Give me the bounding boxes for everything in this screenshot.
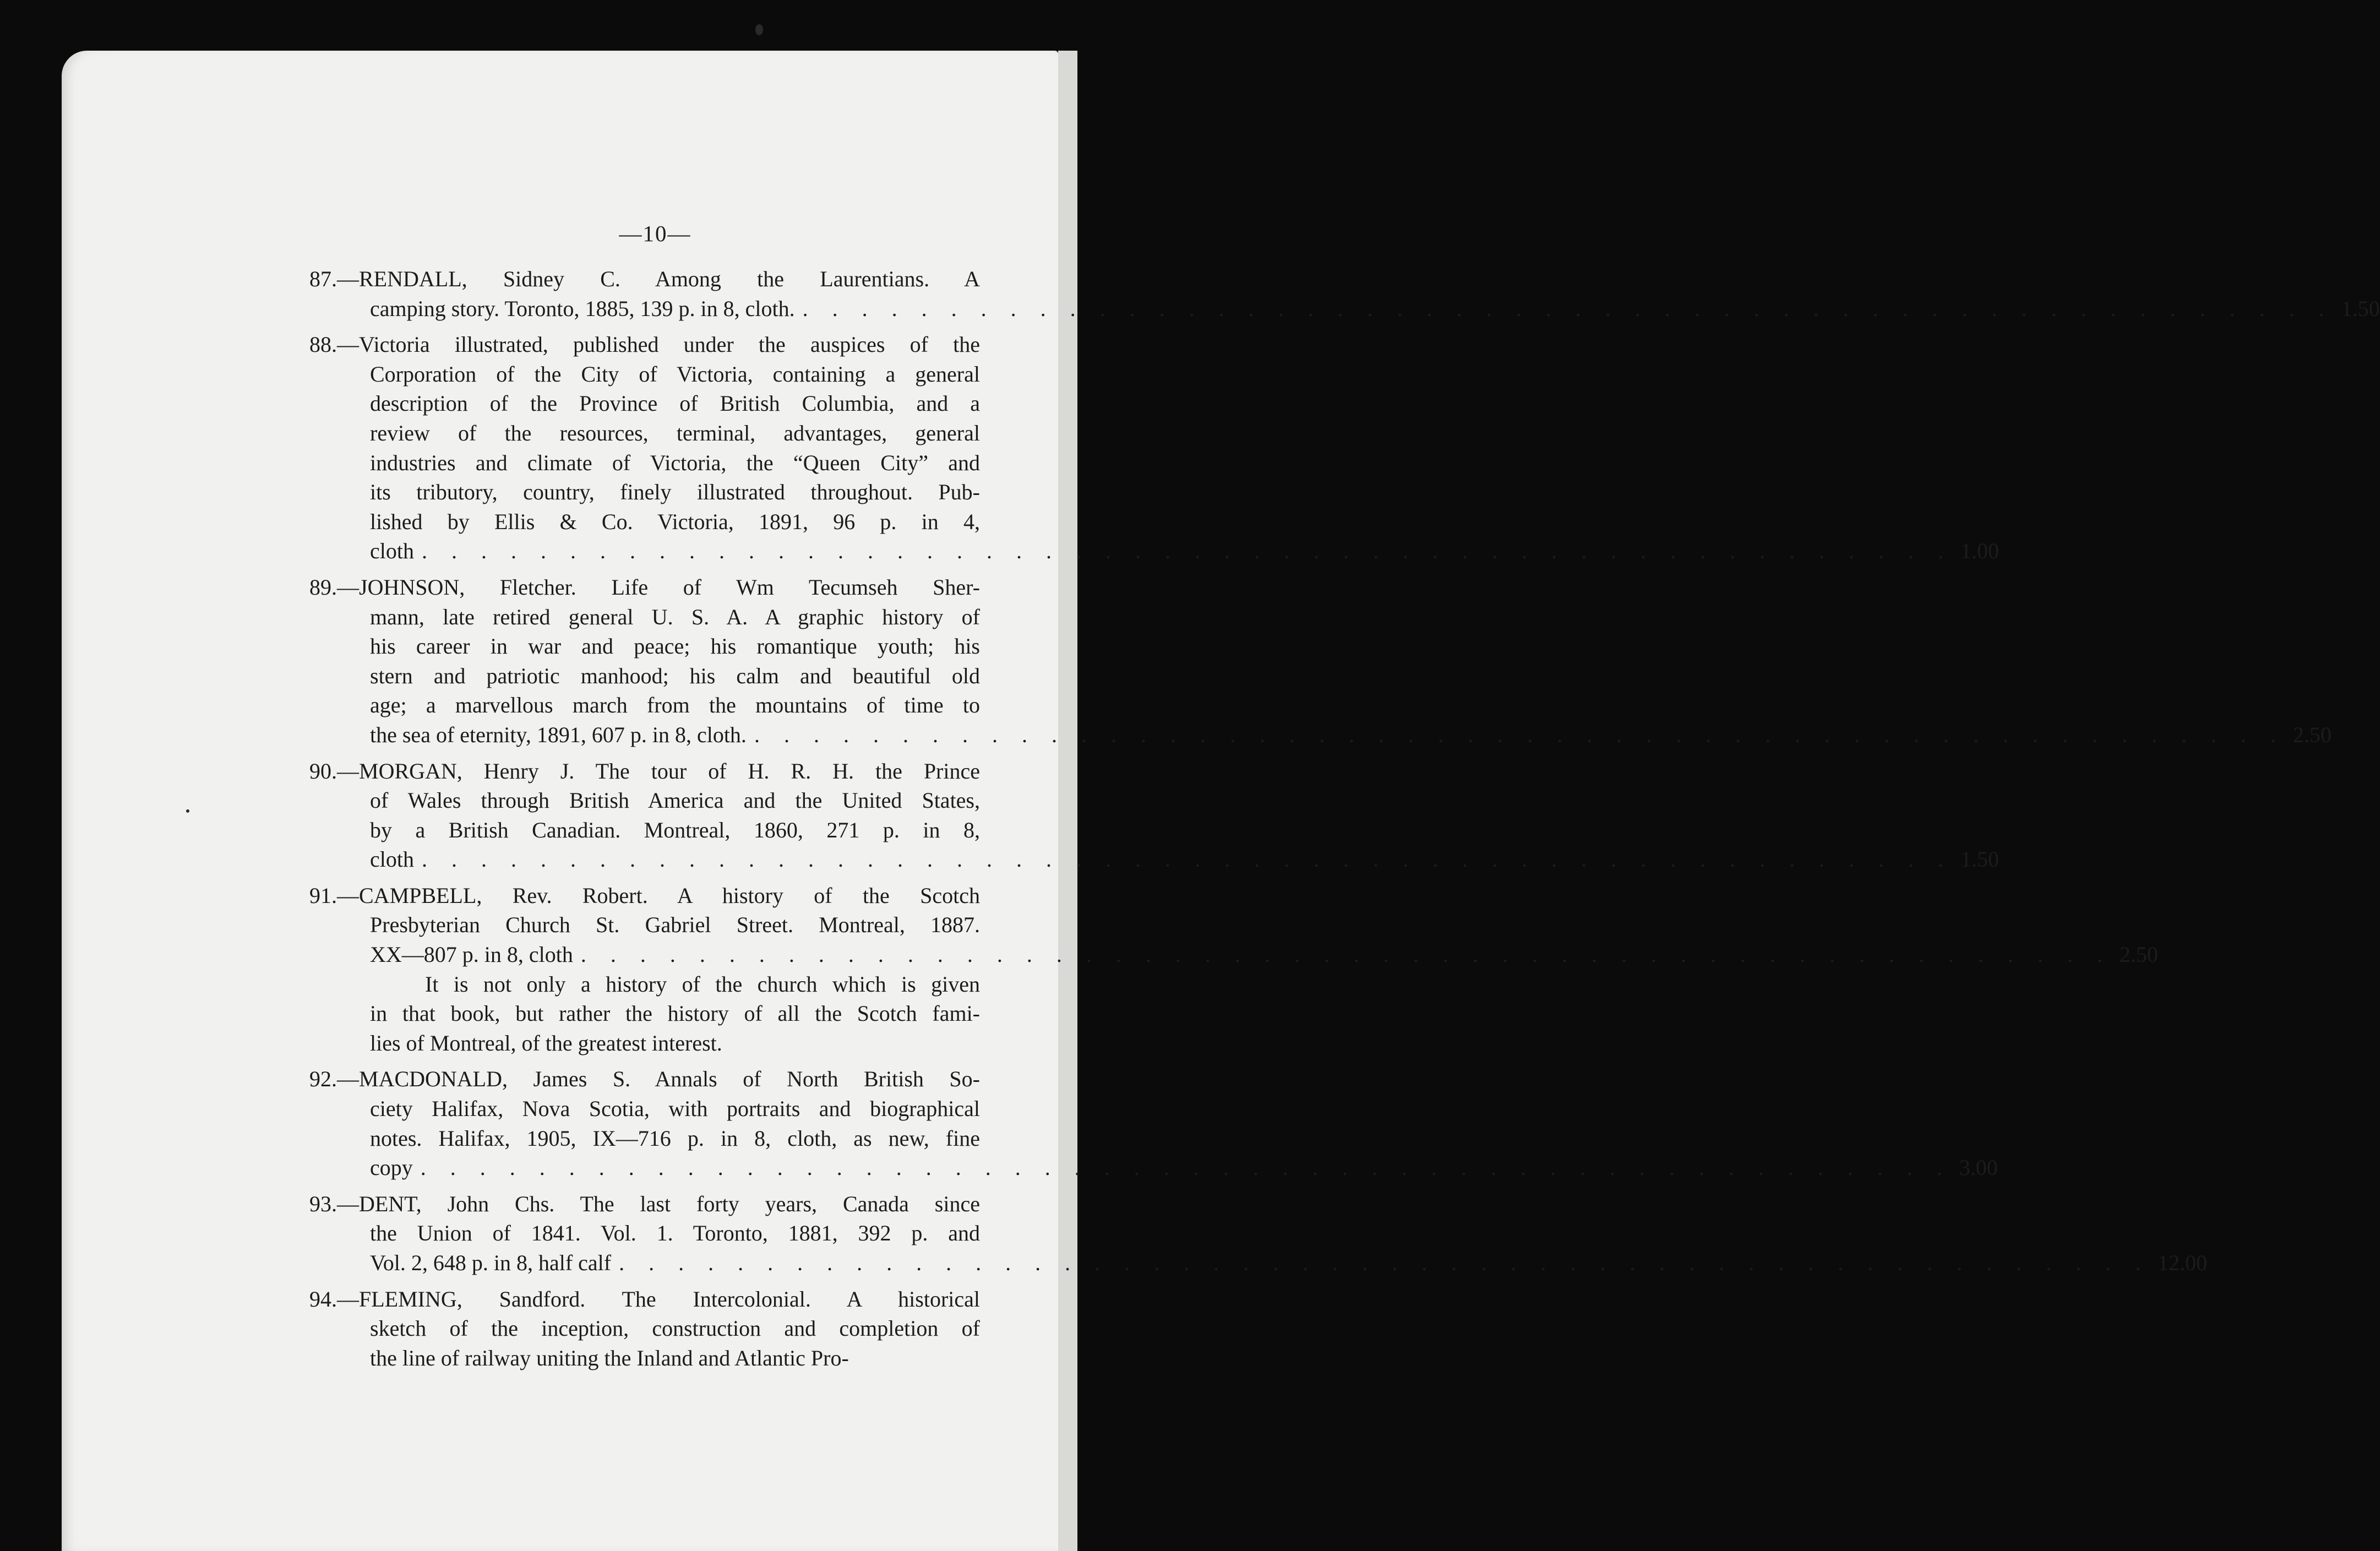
- entry-line: 90.—MORGAN, Henry J. The tour of H. R. H. the Prince: [309, 758, 980, 783]
- entry-line: Presbyterian Church St. Gabriel Street. Montreal, 1887.: [370, 912, 980, 938]
- catalogue-entry-91: [309, 881, 2158, 1058]
- note-line: It is not only a history of the church which is given: [425, 971, 980, 997]
- entry-line: ciety Halifax, Nova Scotia, with portraits and biographical: [370, 1096, 980, 1122]
- catalogue-entry-90: [309, 757, 1999, 874]
- entry-line: 93.—DENT, John Chs. The last forty years, Canada since: [309, 1191, 980, 1216]
- entry-price-line: [309, 720, 2332, 750]
- entry-note: [309, 970, 980, 1058]
- dot-leader: . . . . . . . . . . . . . . . . . . . . . . . . . . . . . . . . . . . . . . . . . . . . . . . . . . . .: [421, 538, 1953, 564]
- entry-last-text: XX—807 p. in 8, cloth: [370, 942, 573, 967]
- page-number: —10—: [619, 221, 691, 246]
- entry-line: review of the resources, terminal, advantages, general: [370, 420, 980, 445]
- entry-line: of Wales through British America and the United States,: [370, 788, 980, 813]
- entry-line: 88.—Victoria illustrated, published under the auspices of the: [309, 332, 980, 357]
- entry-line: Corporation of the City of Victoria, containing a general: [370, 361, 980, 387]
- entry-line: sketch of the inception, construction and completion of: [370, 1316, 980, 1341]
- entry-line: his career in war and peace; his romantique youth; his: [370, 634, 980, 659]
- entry-price-line: [309, 1248, 2208, 1278]
- entry-price-line: [309, 536, 1999, 566]
- entry-line: 92.—MACDONALD, James S. Annals of North British So-: [309, 1066, 980, 1092]
- scan-speck: [755, 24, 763, 35]
- entry-line: mann, late retired general U. S. A. A graphic history of: [370, 604, 980, 629]
- catalogue-entry-87: [309, 264, 2380, 323]
- entry-line: 94.—FLEMING, Sandford. The Intercolonial. A historical: [309, 1286, 980, 1311]
- entry-line: by a British Canadian. Montreal, 1860, 271 p. in 8,: [370, 817, 980, 842]
- entry-price-line: [309, 940, 2158, 970]
- dot-leader: . . . . . . . . . . . . . . . . . . . . . . . . . . . . . . . . . . . . . . . . . . . . . . . . . . . .: [420, 1155, 1952, 1180]
- entry-line: age; a marvellous march from the mountains of time to: [370, 693, 980, 718]
- entry-line: 89.—JOHNSON, Fletcher. Life of Wm Tecumseh Sher-: [309, 574, 980, 600]
- entry-last-text: camping story. Toronto, 1885, 139 p. in 8, cloth.: [370, 296, 795, 321]
- catalogue-entries: [309, 264, 2380, 1379]
- entry-price-line: [309, 845, 1999, 874]
- scan-speck: [186, 809, 189, 813]
- entry-line: notes. Halifax, 1905, IX—716 p. in 8, cloth, as new, fine: [370, 1125, 980, 1151]
- entry-price: 1.00: [1960, 538, 1999, 564]
- entry-last-text: copy: [370, 1155, 413, 1180]
- note-line: in that book, but rather the history of all the Scotch fami-: [370, 1001, 980, 1026]
- catalogue-entry-92: [309, 1064, 1998, 1182]
- entry-last-text: cloth: [370, 538, 414, 564]
- catalogue-entry-93: [309, 1189, 2208, 1278]
- dot-leader: . . . . . . . . . . . . . . . . . . . . . . . . . . . . . . . . . . . . . . . . . . . . . . . . . . . .: [754, 722, 2285, 747]
- entry-line: 87.—RENDALL, Sidney C. Among the Laurentians. A: [309, 266, 980, 291]
- entry-line: lished by Ellis & Co. Victoria, 1891, 96 p. in 4,: [370, 509, 980, 534]
- entry-line: the Union of 1841. Vol. 1. Toronto, 1881, 392 p. and: [370, 1221, 980, 1246]
- dot-leader: . . . . . . . . . . . . . . . . . . . . . . . . . . . . . . . . . . . . . . . . . . . . . . . . . . . .: [619, 1250, 2150, 1275]
- entry-price: 1.50: [2341, 296, 2380, 321]
- entry-price: 2.50: [2292, 722, 2332, 747]
- entry-price: 2.50: [2119, 942, 2158, 967]
- entry-last-text: cloth: [370, 847, 414, 872]
- entry-price-line: [309, 1153, 1998, 1183]
- catalogue-entry-88: [309, 330, 1999, 566]
- entry-line: its tributory, country, finely illustrated throughout. Pub-: [370, 480, 980, 505]
- entry-line: the line of railway uniting the Inland and Atlantic Pro-: [370, 1345, 849, 1370]
- scan-edge: [1058, 51, 1077, 1551]
- dot-leader: . . . . . . . . . . . . . . . . . . . . . . . . . . . . . . . . . . . . . . . . . . . . . . . . . . . .: [802, 296, 2334, 321]
- entry-price: 1.50: [1960, 847, 1999, 872]
- entry-line: description of the Province of British Columbia, and a: [370, 391, 980, 416]
- entry-last-text: Vol. 2, 648 p. in 8, half calf: [370, 1250, 612, 1275]
- catalogue-entry-89: [309, 573, 2332, 750]
- entry-line: industries and climate of Victoria, the “Queen City” and: [370, 450, 980, 475]
- entry-price-line: [309, 294, 2380, 324]
- dot-leader: . . . . . . . . . . . . . . . . . . . . . . . . . . . . . . . . . . . . . . . . . . . . . . . . . . . .: [580, 942, 2112, 967]
- entry-price: 12.00: [2158, 1250, 2208, 1275]
- dot-leader: . . . . . . . . . . . . . . . . . . . . . . . . . . . . . . . . . . . . . . . . . . . . . . . . . . . .: [421, 847, 1953, 872]
- entry-price: 3.00: [1959, 1155, 1998, 1180]
- note-line: lies of Montreal, of the greatest interest.: [370, 1030, 722, 1055]
- entry-line: 91.—CAMPBELL, Rev. Robert. A history of the Scotch: [309, 883, 980, 908]
- entry-line: stern and patriotic manhood; his calm and beautiful old: [370, 663, 980, 688]
- catalogue-entry-94: [309, 1285, 980, 1373]
- entry-last-text: the sea of eternity, 1891, 607 p. in 8, cloth.: [370, 722, 747, 747]
